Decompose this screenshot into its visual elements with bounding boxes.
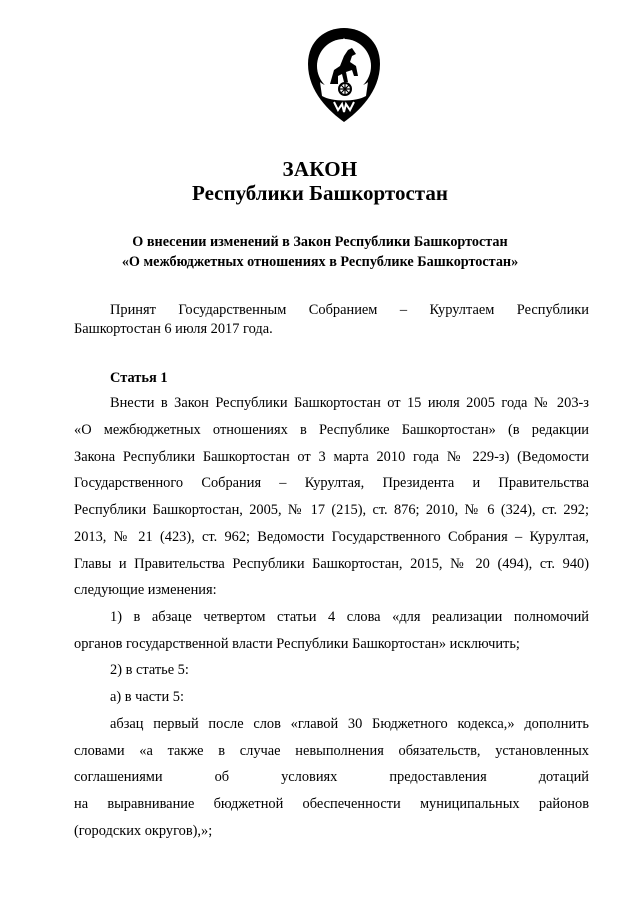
item-2a: а) в части 5: xyxy=(110,689,184,705)
law-subtitle xyxy=(0,232,640,272)
para-line: абзац первый после слов «главой 30 Бюджетного кодекса,» дополнить xyxy=(110,716,589,732)
body-line: следующие изменения: xyxy=(74,582,217,598)
adopted-line: Принят Государственным Собранием – Курултаем Республики xyxy=(110,302,589,318)
body-line: 2013, № 21 (423), ст. 962; Ведомости Государственного Собрания – Курултая, xyxy=(74,529,589,545)
body-line: Государственного Собрания – Курултая, Президента и Правительства xyxy=(74,475,589,491)
para-line: (городских округов),»; xyxy=(74,823,213,839)
body-line: Республики Башкортостан, 2005, № 17 (215), ст. 876; 2010, № 6 (324), ст. 292; xyxy=(74,502,589,518)
item-2: 2) в статье 5: xyxy=(110,662,189,678)
subtitle-line: О внесении изменений в Закон Республики Башкортостан xyxy=(132,234,508,250)
coat-of-arms-icon xyxy=(304,26,384,124)
body-line: Закона Республики Башкортостан от 3 марта 2010 года № 229-з) (Ведомости xyxy=(74,449,589,465)
body-line: Внести в Закон Республики Башкортостан от 15 июля 2005 года № 203-з xyxy=(110,395,589,411)
item-1-line: органов государственной власти Республики Башкортостан» исключить; xyxy=(74,636,520,652)
para-line: на выравнивание бюджетной обеспеченности муниципальных районов xyxy=(74,796,589,812)
item-1-line: 1) в абзаце четвертом статьи 4 слова «для реализации полномочий xyxy=(110,609,589,625)
body-line: Главы и Правительства Республики Башкортостан, 2015, № 20 (494), ст. 940) xyxy=(74,556,589,572)
law-republic-title: Республики Башкортостан xyxy=(192,181,448,205)
body-line: «О межбюджетных отношениях в Республике Башкортостан» (в редакции xyxy=(74,422,589,438)
subtitle-line: «О межбюджетных отношениях в Республике Башкортостан» xyxy=(121,254,519,270)
para-line: соглашениями об условиях предоставления дотаций xyxy=(74,769,589,785)
para-line: словами «а также в случае невыполнения обязательств, установленных xyxy=(74,743,589,759)
article-heading: Статья 1 xyxy=(110,370,168,386)
adopted-line: Башкортостан 6 июля 2017 года. xyxy=(74,321,273,337)
law-title: ЗАКОН xyxy=(282,157,358,181)
